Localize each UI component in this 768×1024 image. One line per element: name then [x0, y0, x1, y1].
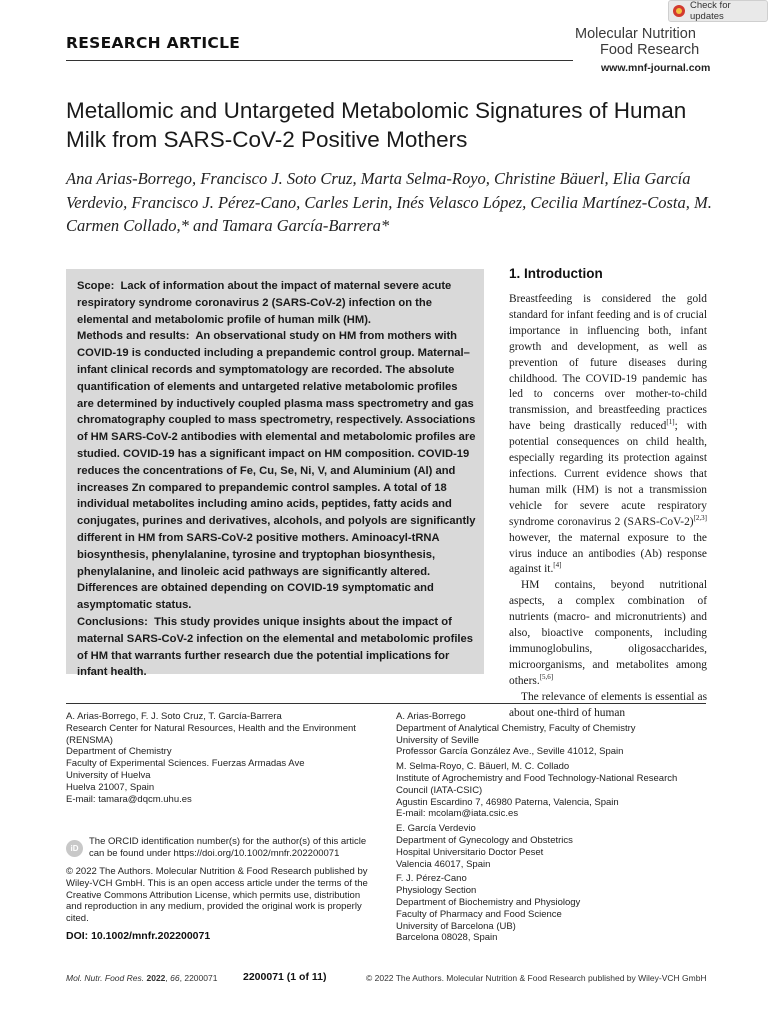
- abstract-conclusions: This study provides unique insights about the impact of maternal SARS-CoV-2 infection on the elemental and metabolomic profiles of HM that warrants further research due the potential implications for infant health.: [77, 615, 473, 679]
- affiliation-block: [396, 873, 716, 944]
- affiliation-block: [396, 711, 716, 758]
- affiliation-line: Faculty of Experimental Sciences. Fuerzas Armadas Ave: [66, 758, 305, 770]
- abstract-conclusions-label: Conclusions:: [77, 615, 148, 628]
- affiliation-line: Barcelona 08028, Spain: [396, 932, 498, 944]
- footer-year: 2022: [146, 973, 166, 983]
- affiliation-block: [396, 761, 716, 820]
- footer-volume: 66: [170, 973, 180, 983]
- intro-paragraph-1: [509, 292, 707, 578]
- footer-journal-abbrev: Mol. Nutr. Food Res.: [66, 973, 145, 983]
- abstract-methods-label: Methods and results:: [77, 330, 190, 343]
- citation-ref[interactable]: [2,3]: [693, 513, 707, 522]
- intro-text: ; with potential consequences on child health, especially regarding its protection against infections. Current evidence shows that human milk (HM) is not a transmission vehicle for severe acute respiratory syndrome coronavirus 2 (SARS-CoV-2): [509, 420, 708, 528]
- affiliations-left: [66, 711, 386, 808]
- license-line: Wiley-VCH GmbH. This is an open access article under the terms of the: [66, 877, 368, 889]
- check-for-updates-label: Check for updates: [689, 0, 731, 22]
- journal-url[interactable]: www.mnf-journal.com: [601, 62, 711, 74]
- affiliation-line: Physiology Section: [396, 885, 477, 897]
- orcid-line: The ORCID identification number(s) for the author(s) of this article: [89, 836, 367, 847]
- journal-logo: [575, 26, 699, 58]
- journal-name-line1: Molecular Nutrition: [575, 26, 696, 42]
- article-type: RESEARCH ARTICLE: [66, 34, 241, 52]
- affiliation-line: Faculty of Pharmacy and Food Science: [396, 908, 562, 920]
- affiliation-email[interactable]: E-mail: tamara@dqcm.uhu.es: [66, 793, 192, 805]
- affiliation-line: F. J. Pérez-Cano: [396, 873, 467, 885]
- section-heading-introduction: 1. Introduction: [509, 266, 603, 281]
- citation-ref[interactable]: [4]: [553, 561, 562, 570]
- intro-paragraph-2: [509, 578, 707, 689]
- intro-paragraph-3: The relevance of elements is essential as about one-third of human: [509, 690, 707, 719]
- introduction-body: [509, 292, 707, 721]
- affiliation-line: Department of Analytical Chemistry, Faculty of Chemistry: [396, 722, 636, 734]
- header-divider: [66, 60, 573, 61]
- check-for-updates-button[interactable]: [668, 0, 768, 22]
- affiliation-line: Department of Chemistry: [66, 746, 172, 758]
- license-line: Creative Commons Attribution License, which permits use, distribution: [66, 889, 361, 901]
- affiliation-line: Huelva 21007, Spain: [66, 781, 155, 793]
- abstract-scope: Lack of information about the impact of maternal severe acute respiratory syndrome coronavirus 2 (SARS-CoV-2) infection on the elemental and metabolomic profile of human milk (HM).: [77, 280, 452, 326]
- intro-text: however, the maternal exposure to the virus induce an antibodies (Ab) response against it.: [509, 531, 707, 576]
- affiliation-block: [396, 823, 716, 870]
- orcid-link[interactable]: can be found under https://doi.org/10.1002/mnfr.202200071: [89, 847, 340, 859]
- crossmark-icon: [673, 5, 685, 17]
- license-note: [66, 866, 386, 925]
- license-line: and reproduction in any medium, provided the original work is properly: [66, 901, 362, 913]
- affiliation-line: Department of Gynecology and Obstetrics: [396, 834, 573, 846]
- license-line: cited.: [66, 913, 89, 925]
- intro-text: HM contains, beyond nutritional aspects, a complex combination of nutrients (macro- and micronutrients) and also, bioactive components, including immunoglobulins, oligosaccharides, microorganisms, and metabolites among others.: [509, 579, 707, 687]
- affiliation-line: Agustin Escardino 7, 46980 Paterna, Valencia, Spain: [396, 796, 619, 808]
- abstract: [77, 278, 477, 681]
- orcid-icon: iD: [66, 840, 83, 857]
- citation-ref[interactable]: [5,6]: [539, 672, 554, 681]
- affiliation-line: Institute of Agrochemistry and Food Technology-National Research: [396, 772, 678, 784]
- affiliation-line: Hospital Universitario Doctor Peset: [396, 846, 544, 858]
- affiliation-line: A. Arias-Borrego: [396, 711, 466, 722]
- footer-citation: Mol. Nutr. Food Res. 2022, 66, 2200071: [66, 973, 218, 983]
- license-line: © 2022 The Authors. Molecular Nutrition & Food Research published by: [66, 866, 368, 877]
- doi[interactable]: DOI: 10.1002/mnfr.202200071: [66, 930, 211, 942]
- footer-copyright: © 2022 The Authors. Molecular Nutrition & Food Research published by Wiley-VCH GmbH: [366, 973, 707, 983]
- affiliation-block: [66, 711, 386, 805]
- orcid-note: [66, 836, 386, 860]
- affiliations-right: [396, 711, 716, 947]
- author-list: Ana Arias-Borrego, Francisco J. Soto Cruz, Marta Selma-Royo, Christine Bäuerl, Elia García Verdevio, Francisco J. Pérez-Cano, Carles Lerin, Inés Velasco López, Cecilia Martínez-Costa, M. Carmen Collado,* and Tamara García-Barrera*: [66, 169, 712, 235]
- affiliation-line: Valencia 46017, Spain: [396, 858, 491, 870]
- affiliation-line: M. Selma-Royo, C. Bäuerl, M. C. Collado: [396, 761, 570, 773]
- affiliation-line: E. García Verdevio: [396, 823, 476, 835]
- affiliation-line: Research Center for Natural Resources, Health and the Environment: [66, 722, 356, 734]
- affiliation-line: Council (IATA-CSIC): [396, 784, 483, 796]
- affiliation-line: Professor García González Ave., Seville 41012, Spain: [396, 746, 624, 758]
- affiliation-line: Department of Biochemistry and Physiology: [396, 896, 581, 908]
- affiliations-divider: [66, 703, 706, 704]
- affiliation-line: A. Arias-Borrego, F. J. Soto Cruz, T. García-Barrera: [66, 711, 282, 722]
- affiliation-line: University of Seville: [396, 734, 479, 746]
- affiliation-line: University of Barcelona (UB): [396, 920, 516, 932]
- abstract-methods: An observational study on HM from mothers with COVID-19 is conducted including a prepandemic control group. Maternal–infant clinical records and symptomatology are recorded. The absolute quantification of elements and untargeted relative metabolomic profiles are determined by inductively coupled plasma mass spectrometry and gas chromatography coupled to mass spectrometry, respectively. Associations of HM SARS-CoV-2 antibodies with elemental and metabolomic profiles are studied. COVID-19 has a significant impact on HM composition. COVID-19 reduces the concentrations of Fe, Cu, Se, Ni, V, and Aluminium (Al) and increases Zn compared to prepandemic control samples. A total of 18 individual metabolites including amino acids, peptides, fatty acids and conjugates, purines and derivatives, alcohols, and polyols are significantly different in HM from SARS-CoV-2 positive mothers. Aminoacyl-tRNA biosynthesis, phenylalanine, tyrosine and tryptophan biosynthesis, phenylalanine, and linoleic acid pathways are significantly altered. Differences are obtained depending on COVID-19 symptomatic and asymptomatic status.: [77, 330, 476, 612]
- intro-text: Breastfeeding is considered the gold standard for infant feeding and is of crucial importance in influencing both, infant growth and development, as well as prevention of future diseases during childhood. The COVID-19 pandemic has led to concerns over mother-to-child transmission, and breastfeeding practices have being drastically reduced: [509, 293, 707, 433]
- citation-ref[interactable]: [1]: [666, 418, 675, 427]
- affiliation-line: University of Huelva: [66, 769, 151, 781]
- footer-page-number: 2200071 (1 of 11): [243, 971, 327, 983]
- affiliation-email[interactable]: E-mail: mcolam@iata.csic.es: [396, 808, 519, 820]
- affiliation-line: (RENSMA): [66, 734, 113, 746]
- article-title: Metallomic and Untargeted Metabolomic Signatures of Human Milk from SARS-CoV-2 Positive Mothers: [66, 98, 687, 152]
- abstract-scope-label: Scope:: [77, 280, 115, 292]
- journal-name-line2: Food Research: [600, 42, 700, 58]
- footer-article-number: 2200071: [184, 973, 218, 983]
